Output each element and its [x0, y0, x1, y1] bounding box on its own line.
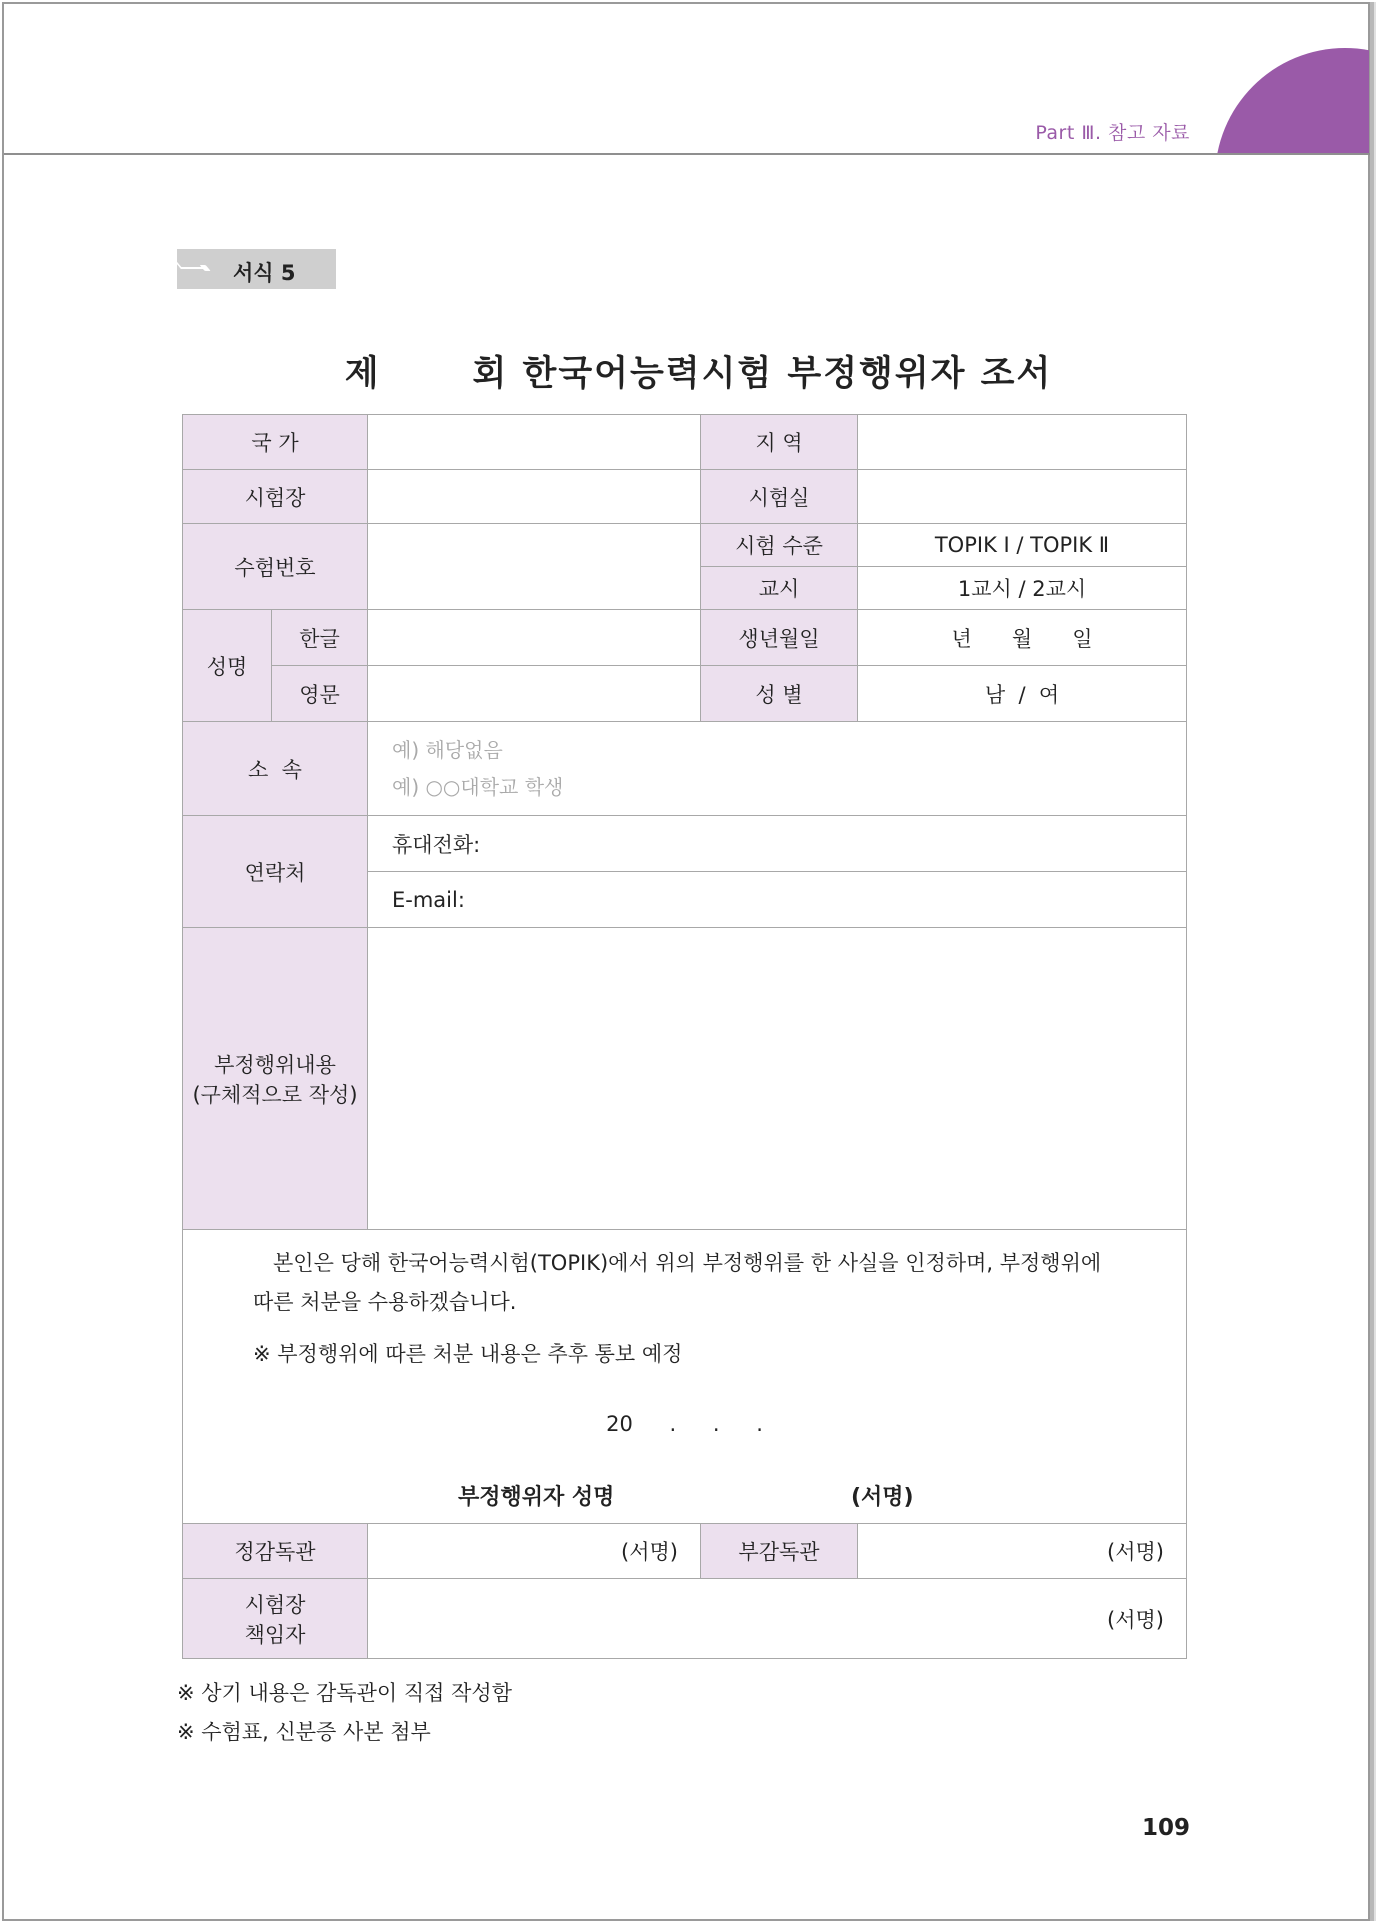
label-assistant-supervisor: 부감독관: [701, 1524, 858, 1579]
label-test-level: 시험 수준: [701, 524, 858, 567]
report-form-table: [182, 414, 1187, 1659]
statement-note: ※ 부정행위에 따른 처분 내용은 추후 통보 예정: [253, 1342, 683, 1366]
label-period: 교시: [701, 567, 858, 610]
region-field[interactable]: [858, 415, 1187, 470]
misconduct-label-line1: 부정행위내용: [214, 1052, 336, 1077]
header-divider: [4, 153, 1370, 155]
document-title: [0, 346, 1397, 396]
mobile-field[interactable]: 휴대전화:: [368, 816, 1187, 872]
country-field[interactable]: [368, 415, 701, 470]
label-contact: 연락처: [183, 816, 368, 928]
label-exam-number: 수험번호: [183, 524, 368, 610]
page-number: 109: [1141, 1815, 1190, 1841]
header-decoration: [1215, 48, 1369, 154]
assistant-supervisor-signature[interactable]: (서명): [858, 1524, 1187, 1579]
email-field[interactable]: E-mail:: [368, 872, 1187, 928]
label-misconduct-details: [183, 928, 368, 1230]
label-country: 국 가: [183, 415, 368, 470]
section-header: Part Ⅲ. 참고 자료: [1035, 122, 1190, 144]
title-prefix: 제: [344, 353, 381, 394]
affiliation-example-1: 예) 해당없음: [392, 737, 503, 762]
label-gender: 성 별: [701, 666, 858, 722]
statement-cell: [183, 1230, 1187, 1524]
label-affiliation: 소 속: [183, 722, 368, 816]
statement-text: 본인은 당해 한국어능력시험(TOPIK)에서 위의 부정행위를 한 사실을 인정하며, 부정행위에 따른 처분을 수용하겠습니다.: [253, 1251, 1102, 1314]
misconduct-label-line2: (구체적으로 작성): [192, 1082, 358, 1107]
name-korean-field[interactable]: [368, 610, 701, 666]
site-manager-signature[interactable]: (서명): [368, 1579, 1187, 1659]
footnote-2: ※ 수험표, 신분증 사본 첨부: [177, 1720, 431, 1744]
date-line[interactable]: 20 . . .: [606, 1412, 763, 1436]
label-site-manager: [183, 1579, 368, 1659]
period-options[interactable]: 1교시 / 2교시: [858, 567, 1187, 610]
label-test-site: 시험장: [183, 470, 368, 524]
violator-signature[interactable]: (서명): [851, 1485, 914, 1510]
label-birth-date: 생년월일: [701, 610, 858, 666]
label-name-english: 영문: [272, 666, 368, 722]
gender-options[interactable]: 남 / 여: [858, 666, 1187, 722]
chief-supervisor-signature[interactable]: (서명): [368, 1524, 701, 1579]
title-suffix: 회 한국어능력시험 부정행위자 조서: [472, 353, 1053, 394]
birth-date-field[interactable]: 년 월 일: [858, 610, 1187, 666]
site-manager-line1: 시험장: [244, 1592, 306, 1617]
misconduct-details-field[interactable]: [368, 928, 1187, 1230]
affiliation-example-2: 예) ○○대학교 학생: [392, 774, 564, 799]
label-name: 성명: [183, 610, 272, 722]
test-room-field[interactable]: [858, 470, 1187, 524]
label-name-korean: 한글: [272, 610, 368, 666]
affiliation-field[interactable]: [368, 722, 1187, 816]
site-manager-line2: 책임자: [244, 1622, 306, 1647]
test-site-field[interactable]: [368, 470, 701, 524]
label-test-room: 시험실: [701, 470, 858, 524]
label-region: 지 역: [701, 415, 858, 470]
label-chief-supervisor: 정감독관: [183, 1524, 368, 1579]
test-level-options[interactable]: TOPIK Ⅰ / TOPIK Ⅱ: [858, 524, 1187, 567]
form-tag: [177, 249, 336, 289]
exam-number-field[interactable]: [368, 524, 701, 610]
form-tag-label: 서식 5: [233, 261, 296, 285]
violator-name-label: 부정행위자 성명: [458, 1485, 615, 1510]
name-english-field[interactable]: [368, 666, 701, 722]
footnote-1: ※ 상기 내용은 감독관이 직접 작성함: [177, 1681, 512, 1705]
